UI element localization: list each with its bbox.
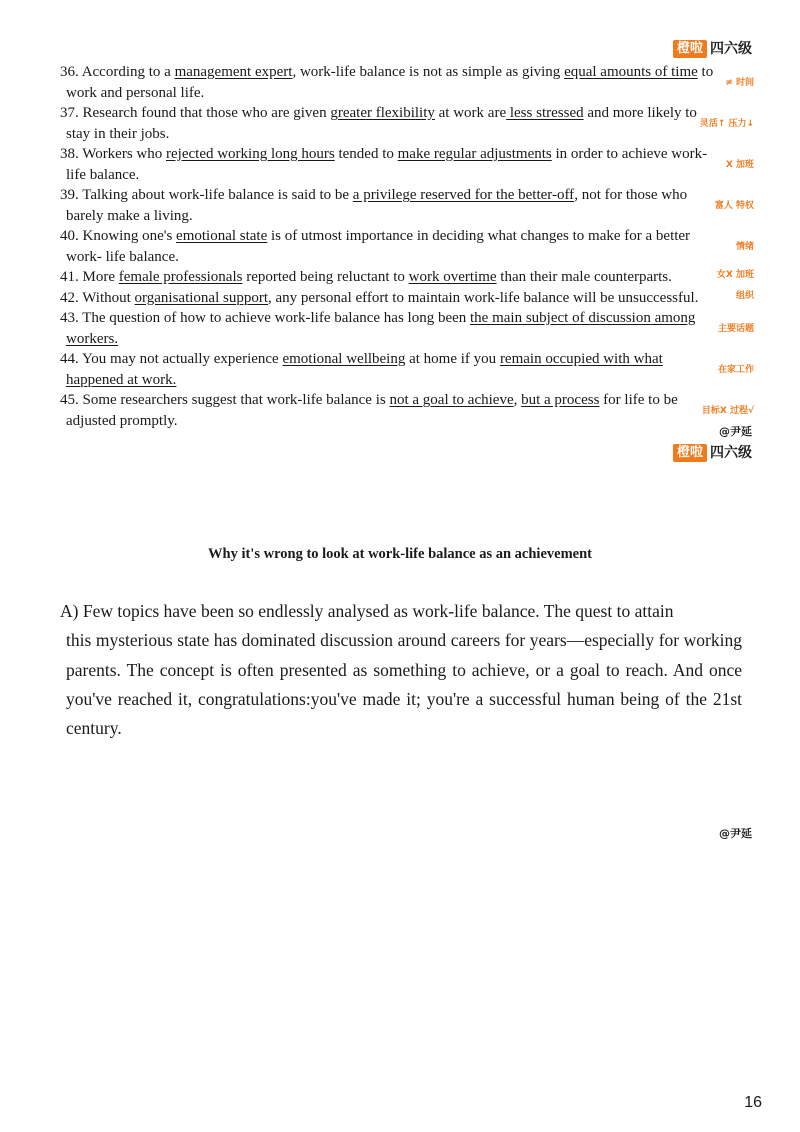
question-text: Talking about work-life balance is said to be [82,187,353,203]
question-text: Some researchers suggest that work-life balance is [82,392,390,408]
question-text: in order to achieve work- [551,146,708,162]
underlined-phrase: not a goal to achieve [389,392,514,408]
question-item [60,185,754,226]
question-item [60,226,754,267]
question-number: 38. [60,146,79,162]
annotation-note: 灵活↑ 压力↓ [699,119,754,129]
question-number: 41. [60,269,79,285]
question-text: The question of how to achieve work-life balance has long been [82,310,471,326]
annotation-note: 组织 [735,290,754,301]
question-text: is of utmost importance in deciding what changes to make for a better [267,228,691,244]
underlined-phrase: greater flexibility [330,105,435,121]
author-signature: @尹延 [719,827,752,840]
question-item [60,308,754,349]
brand-subtitle: 四六级 [710,41,752,57]
question-continuation: adjusted promptly. [66,412,178,429]
question-text: reported being reluctant to [242,269,409,285]
annotation-note: X 加班 [725,160,754,170]
annotation-note: 主要话题 [717,324,754,334]
brand-logo: 橙啦 [673,444,707,462]
underlined-phrase: the main subject of discussion among [470,310,696,326]
annotation-note: 富人 特权 [714,201,754,211]
question-continuation: work and personal life. [66,84,205,101]
question-text: You may not actually experience [81,351,283,367]
annotation-note: 在家工作 [717,365,754,375]
underlined-phrase: less stressed [506,105,584,121]
underlined-phrase: make regular adjustments [397,146,552,162]
annotation-note: ≠ 时间 [725,78,754,88]
question-text: Without [82,289,135,306]
underlined-phrase: organisational support [134,289,269,306]
underlined-phrase: equal amounts of time [564,64,698,80]
question-text: to [697,64,714,80]
question-text: , [513,392,522,408]
question-number: 39. [60,187,79,203]
question-continuation: happened at work. [66,371,177,388]
question-item [60,267,754,288]
question-text: , any personal effort to maintain work-life balance will be unsuccessful. [268,289,699,306]
question-continuation: workers. [66,330,119,347]
underlined-phrase: emotional wellbeing [282,351,406,367]
underlined-phrase: but a process [521,392,600,408]
question-text: at work are [434,105,507,121]
question-text: Research found that those who are given [82,105,331,121]
question-number: 43. [60,310,79,326]
underlined-phrase: a privilege reserved for the better-off [352,187,575,203]
question-number: 40. [60,228,79,244]
paragraph-continuation: this mysterious state has dominated discussion around careers for years—especially for working parents. The concept is often presented as something to achieve, or a goal to reach. And once you've reached it, congratulations:you've made it; you're a successful human being of the 21st century. [66,630,742,739]
question-item [60,288,754,309]
brand-logo: 橙啦 [673,40,707,58]
question-text: and more likely to [583,105,697,121]
question-number: 44. [60,351,79,367]
question-number: 45. [60,392,79,408]
question-number: 42. [60,289,79,306]
question-item [60,103,754,144]
annotation-note: 情绪 [735,242,754,252]
question-continuation: life balance. [66,166,140,183]
question-text: tended to [334,146,398,162]
question-item [60,62,754,103]
question-continuation: stay in their jobs. [66,125,170,142]
underlined-phrase: emotional state [176,228,268,244]
question-item [60,144,754,185]
paragraph-first-line: A) Few topics have been so endlessly analysed as work-life balance. The quest to attain [60,601,674,621]
question-continuation: work- life balance. [66,248,179,265]
question-text: Workers who [82,146,167,162]
question-continuation: barely make a living. [66,207,193,224]
question-number: 37. [60,105,79,121]
annotation-note: 女X 加班 [716,270,754,280]
brand-subtitle: 四六级 [710,445,752,461]
underlined-phrase: remain occupied with what [499,351,663,367]
question-item [60,390,754,431]
author-signature: @尹延 [719,425,752,438]
underlined-phrase: work overtime [408,269,497,285]
underlined-phrase: rejected working long hours [166,146,335,162]
question-item [60,349,754,390]
question-text: More [82,269,119,285]
question-text: at home if you [405,351,500,367]
brand-header [673,40,752,58]
article-title: Why it's wrong to look at work-life balance as an achievement [208,546,592,562]
question-text: According to a [81,64,175,80]
annotation-note: 目标X 过程√ [701,406,754,416]
article-paragraph [60,597,742,743]
question-list [60,62,754,431]
question-text: , work-life balance is not as simple as giving [292,64,565,80]
question-text: Knowing one's [82,228,177,244]
underlined-phrase: female professionals [118,269,243,285]
question-text: for life to be [599,392,678,408]
question-text: than their male counterparts. [496,269,672,285]
question-number: 36. [60,64,79,80]
page-number: 16 [744,1094,762,1111]
brand-header [673,444,752,462]
underlined-phrase: management expert [174,64,293,80]
question-text: , not for those who [574,187,688,203]
